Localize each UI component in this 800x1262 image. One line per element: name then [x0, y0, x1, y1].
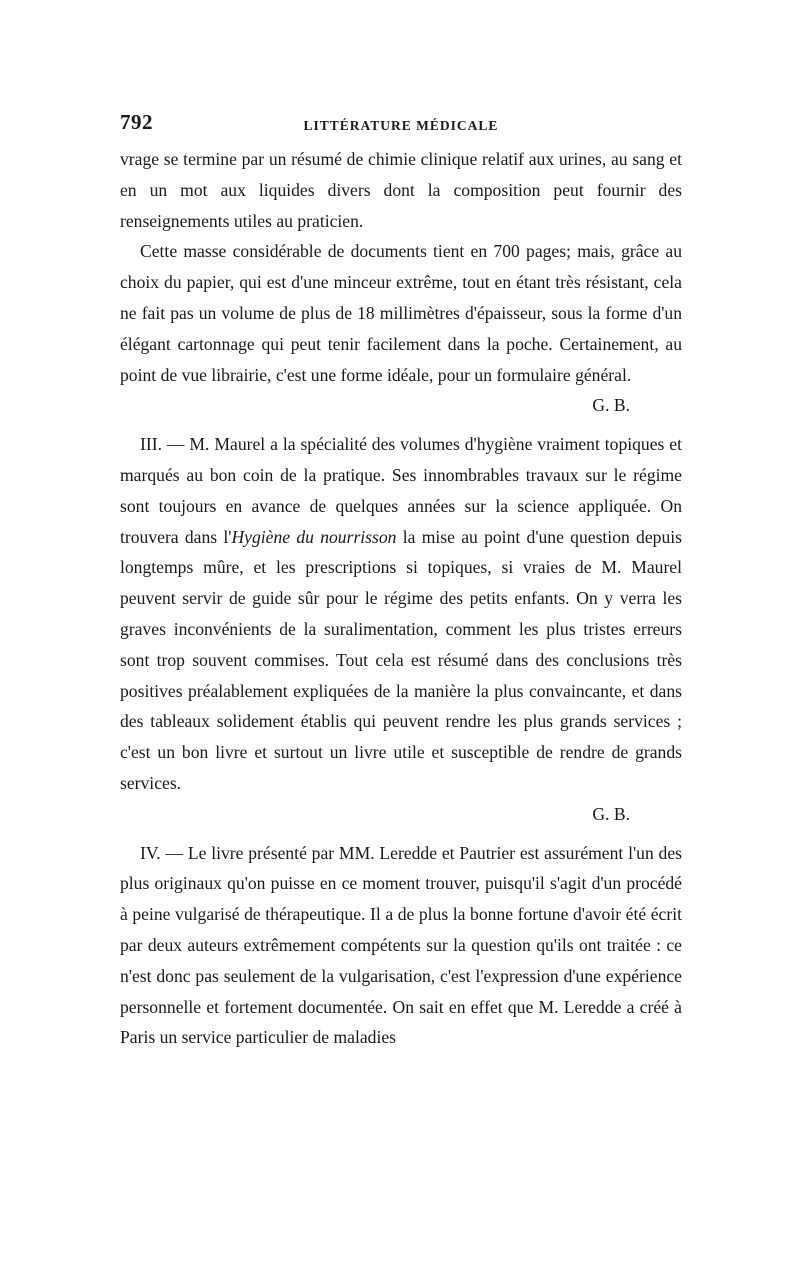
paragraph-section-iv: IV. — Le livre présenté par MM. Leredde et Pautrier est assurément l'un des plus originaux qu'on puisse en ce moment trouver, puisqu'il s'agit d'un procédé à peine vulgarisé de thérapeutique. Il a de plus la bonne fortune d'avoir été écrit par deux auteurs extrêmement compétents sur la question qu'ils ont traitée : ce n'est donc pas seulement de la vulgarisation, c'est l'expression d'une expérience personnelle et fortement documentée. On sait en effet que M. Leredde a créé à Paris un service particulier de maladies: [120, 842, 682, 1048]
signature-gb-1: G. B.: [592, 395, 630, 416]
paragraph-continuation: vrage se termine par un résumé de chimie clinique relatif aux urines, au sang et en un mot aux liquides divers dont la composition peut fournir des renseignements utiles au praticien.: [120, 149, 682, 231]
section-iii-text-start: III. — M. Maurel a la spécialité des volumes d'hygiène vraiment topiques et marqués au bon coin de la pratique. Ses innombrables travaux sur le régime sont toujours en avance de quelques années sur la science appliquée. On trouvera dans l': [120, 434, 682, 547]
paragraph-section-iii: [120, 429, 682, 799]
book-title-hygiene-du-nourrisson: Hygiène du nourrisson: [231, 526, 397, 547]
running-title: LITTÉRATURE MÉDICALE: [303, 118, 499, 133]
page-number: 792: [120, 110, 153, 134]
book-page: [120, 108, 682, 1053]
page-header: [120, 108, 682, 144]
signature-gb-2: G. B.: [592, 803, 630, 824]
section-iii-text-end: la mise au point d'une question depuis longtemps mûre, et les prescriptions si topiques, si vraies de M. Maurel peuvent servir de guide sûr pour le régime des petits enfants. On y verra les graves inconvénients de la suralimentation, comment les plus tristes erreurs sont trop souvent commises. Tout cela est résumé dans des conclusions très positives préalablement expliquées de la manière la plus convaincante, et dans des tableaux solidement établis qui peuvent rendre les plus grands services ; c'est un bon livre et surtout un livre utile et susceptible de rendre de grands services.: [120, 526, 682, 793]
paragraph-volume-description: Cette masse considérable de documents tient en 700 pages; mais, grâce au choix du papier, qui est d'une minceur extrême, tout en étant très résistant, cela ne fait pas un volume de plus de 18 millimètres d'épaisseur, sous la forme d'un élégant cartonnage qui peut tenir facilement dans la poche. Certainement, au point de vue librairie, c'est une forme idéale, pour un formulaire général.: [120, 241, 682, 385]
